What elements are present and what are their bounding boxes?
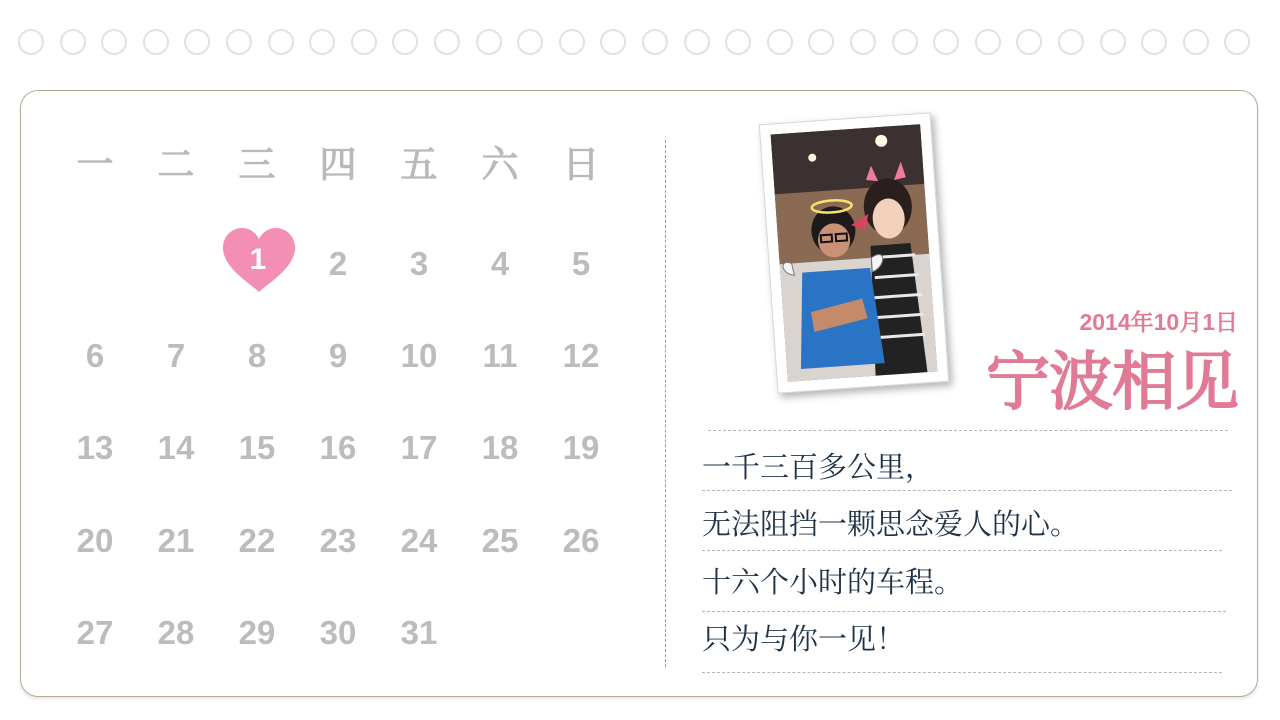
- binder-ring: [933, 29, 959, 55]
- calendar-day: 18: [481, 429, 519, 466]
- weekday-label: 四: [319, 142, 357, 186]
- binder-ring: [559, 29, 585, 55]
- binder-ring: [268, 29, 294, 55]
- calendar-day: 14: [157, 429, 195, 466]
- calendar-day: 20: [76, 522, 114, 559]
- calendar-day: 30: [319, 614, 357, 651]
- calendar-day-highlighted: 1: [249, 243, 267, 276]
- dashed-rule: [702, 490, 1232, 491]
- poem-line: 只为与你一见！: [702, 622, 906, 656]
- binder-ring: [850, 29, 876, 55]
- weekday-label: 六: [481, 142, 519, 186]
- dashed-rule: [708, 430, 1228, 431]
- calendar-day: 24: [400, 522, 438, 559]
- poem-line: 无法阻挡一颗思念爱人的心。: [702, 507, 1080, 541]
- couple-photo: [759, 112, 949, 393]
- calendar-day: 2: [328, 245, 348, 282]
- calendar-day: 4: [490, 245, 510, 282]
- weekday-label: 一: [76, 142, 114, 186]
- binder-ring: [351, 29, 377, 55]
- calendar-day: 29: [238, 614, 276, 651]
- weekday-label: 五: [400, 142, 438, 186]
- binder-ring: [434, 29, 460, 55]
- calendar-day: 9: [328, 337, 348, 374]
- binder-ring: [684, 29, 710, 55]
- binder-ring: [60, 29, 86, 55]
- event-title: 宁波相见: [986, 346, 1238, 420]
- calendar-day: 28: [157, 614, 195, 651]
- calendar-day: 22: [238, 522, 276, 559]
- card-divider: [665, 140, 666, 667]
- calendar-day: 31: [400, 614, 438, 651]
- calendar-day: 3: [409, 245, 429, 282]
- binder-ring: [1016, 29, 1042, 55]
- weekday-label: 二: [157, 142, 195, 186]
- binder-ring: [1100, 29, 1126, 55]
- calendar-day: 21: [157, 522, 195, 559]
- binder-ring: [101, 29, 127, 55]
- binder-ring: [975, 29, 1001, 55]
- calendar-day: 11: [482, 337, 518, 374]
- calendar-day: 27: [76, 614, 114, 651]
- calendar-day: 25: [481, 522, 519, 559]
- calendar-day: 16: [319, 429, 357, 466]
- event-date: 2014年10月1日: [1079, 309, 1238, 335]
- weekday-label: 日: [562, 142, 600, 186]
- calendar-day: 12: [562, 337, 600, 374]
- binder-ring: [517, 29, 543, 55]
- calendar-day: 8: [247, 337, 267, 374]
- binder-ring: [309, 29, 335, 55]
- binder-ring: [226, 29, 252, 55]
- binder-ring: [725, 29, 751, 55]
- poem-line: 十六个小时的车程。: [702, 565, 964, 599]
- weekday-label: 三: [238, 142, 276, 186]
- binder-ring: [392, 29, 418, 55]
- calendar-day: 17: [400, 429, 438, 466]
- binder-ring: [808, 29, 834, 55]
- calendar-day: 13: [76, 429, 114, 466]
- photo-image: [771, 124, 938, 382]
- binder-ring: [1183, 29, 1209, 55]
- calendar-day: 6: [85, 337, 105, 374]
- dashed-rule: [702, 550, 1222, 551]
- binder-ring: [1224, 29, 1250, 55]
- binder-rings: [18, 29, 1268, 61]
- binder-ring: [767, 29, 793, 55]
- calendar-day: 5: [571, 245, 591, 282]
- binder-ring: [476, 29, 502, 55]
- calendar-day: 10: [400, 337, 438, 374]
- calendar-day: 19: [562, 429, 600, 466]
- calendar-day: 26: [562, 522, 600, 559]
- dashed-rule: [702, 672, 1222, 673]
- calendar-day: 7: [166, 337, 186, 374]
- binder-ring: [18, 29, 44, 55]
- calendar-day: 15: [238, 429, 276, 466]
- binder-ring: [143, 29, 169, 55]
- poem-line: 一千三百多公里，: [702, 450, 935, 484]
- binder-ring: [892, 29, 918, 55]
- binder-ring: [642, 29, 668, 55]
- calendar-day: 23: [319, 522, 357, 559]
- dashed-rule: [702, 611, 1226, 612]
- binder-ring: [184, 29, 210, 55]
- binder-ring: [1058, 29, 1084, 55]
- binder-ring: [1141, 29, 1167, 55]
- binder-ring: [600, 29, 626, 55]
